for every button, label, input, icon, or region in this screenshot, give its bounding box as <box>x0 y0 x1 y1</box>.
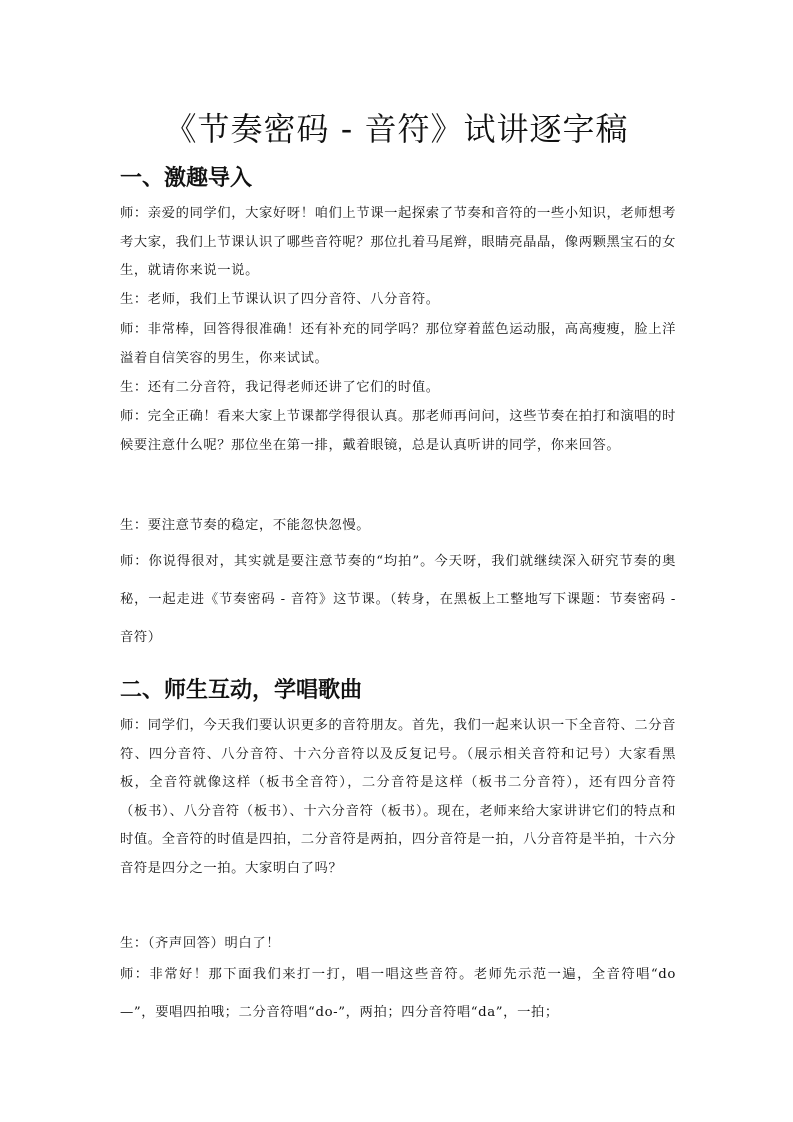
paragraph: 师：非常好！那下面我们来打一打，唱一唱这些音符。老师先示范一遍，全音符唱“do—”，要唱四拍哦；二分音符唱“do-”，两拍；四分音符唱“da”，一拍； <box>120 967 676 1020</box>
section-heading-intro: 一、激趣导入 <box>120 166 253 191</box>
paragraph: 师：你说得很对，其实就是要注意节奏的“均拍”。今天呀，我们就继续深入研究节奏的奥秘，一起走进《节奏密码 - 音符》这节课。（转身，在黑板上工整地写下课题：节奏密码 - 音符） <box>120 554 676 645</box>
paragraph: 生：老师，我们上节课认识了四分音符、八分音符。 <box>120 292 440 307</box>
paragraph: 师：完全正确！看来大家上节课都学得很认真。那老师再问问，这些节奏在拍打和演唱的时候要注意什么呢？那位坐在第一排，戴着眼镜，总是认真听讲的同学，你来回答。 <box>120 409 676 453</box>
paragraph: 师：非常棒，回答得很准确！还有补充的同学吗？那位穿着蓝色运动服，高高瘦瘦，脸上洋溢着自信笑容的男生，你来试试。 <box>120 322 676 366</box>
paragraph: 师：亲爱的同学们，大家好呀！咱们上节课一起探索了节奏和音符的一些小知识，老师想考考大家，我们上节课认识了哪些音符呢？那位扎着马尾辫，眼睛亮晶晶，像两颗黑宝石的女生，就请你来说一说。 <box>120 206 676 278</box>
paragraph: 师：同学们，今天我们要认识更多的音符朋友。首先，我们一起来认识一下全音符、二分音符、四分音符、八分音符、十六分音符以及反复记号。（展示相关音符和记号）大家看黑板，全音符就像这样（板书全音符），二分音符是这样（板书二分音符），还有四分音符（板书）、八分音符（板书）、十六分音符（板书）。现在，老师来给大家讲讲它们的特点和时值。全音符的时值是四拍，二分音符是两拍，四分音符是一拍，八分音符是半拍，十六分音符是四分之一拍。大家明白了吗？ <box>120 718 676 876</box>
document-title: 《节奏密码 - 音符》试讲逐字稿 <box>164 110 629 148</box>
paragraph: 生：还有二分音符，我记得老师还讲了它们的时值。 <box>120 380 440 395</box>
paragraph: 生：（齐声回答）明白了！ <box>120 936 281 951</box>
paragraph: 生：要注意节奏的稳定，不能忽快忽慢。 <box>120 518 371 533</box>
section-heading-interaction: 二、师生互动，学唱歌曲 <box>120 678 363 703</box>
